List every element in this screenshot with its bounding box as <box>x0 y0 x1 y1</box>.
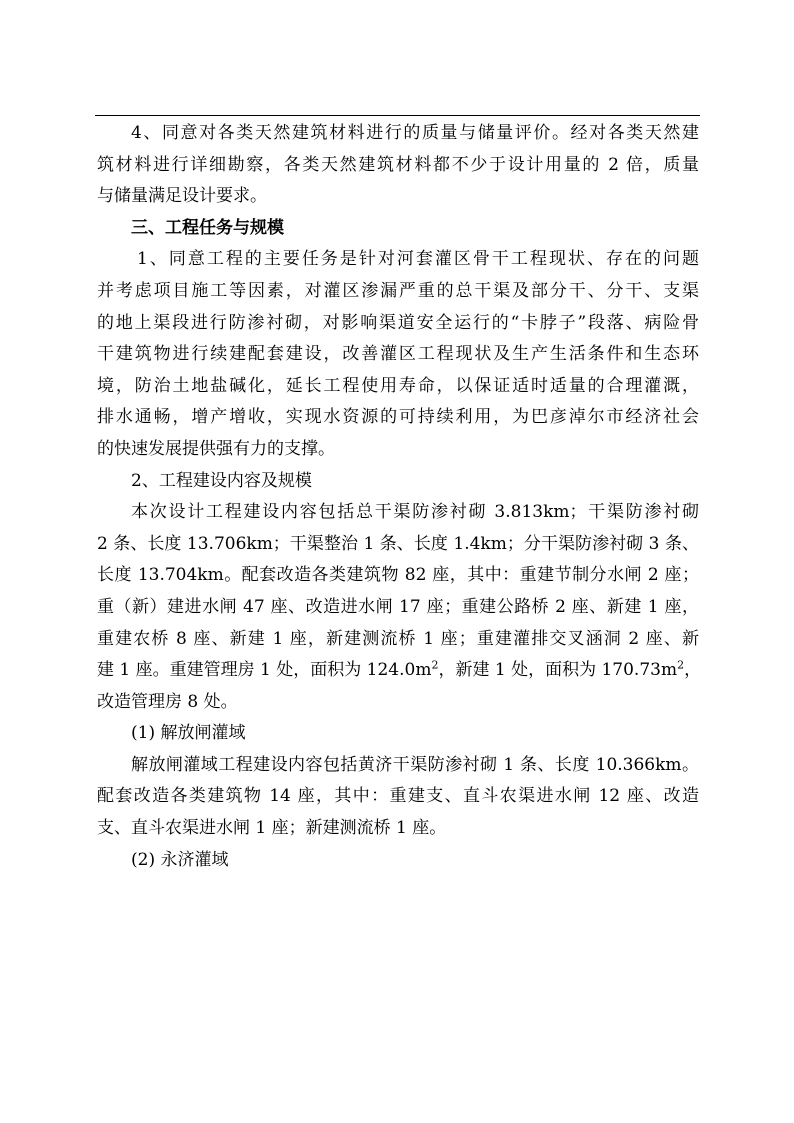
text-line: 支、直斗农渠进水闸 1 座；新建测流桥 1 座。 <box>97 818 447 839</box>
document-body <box>97 118 702 876</box>
text-line: 重建农桥 8 座、新建 1 座，新建测流桥 1 座；重建灌排交叉涵洞 2 座、新 <box>97 628 699 649</box>
header-rule <box>95 115 700 116</box>
text-line: 筑材料进行详细勘察，各类天然建筑材料都不少于设计用量的 2 倍，质量 <box>97 154 699 175</box>
text-line: 4、同意对各类天然建筑材料进行的质量与储量评价。经对各类天然建 <box>131 123 699 143</box>
text-line: 重（新）建进水闸 47 座、改造进水闸 17 座；重建公路桥 2 座、新建 1 座， <box>97 596 699 617</box>
text-line: 并考虑项目施工等因素，对灌区渗漏严重的总干渠及部分干、分干、支渠 <box>97 280 699 301</box>
text-line: 长度 13.704km。配套改造各类建筑物 82 座，其中：重建节制分水闸 2 座； <box>97 565 699 586</box>
text-segment: ，新建 1 处，面积为 170.73m <box>438 660 678 681</box>
text-line: 改造管理房 8 处。 <box>97 691 238 712</box>
text-line: 的快速发展提供强有力的支撑。 <box>97 438 335 459</box>
paragraph-construction-scope <box>97 497 702 718</box>
superscript: 2 <box>431 658 439 672</box>
text-line: 干建筑物进行续建配套建设，改善灌区工程现状及生产生活条件和生态环 <box>97 344 699 365</box>
text-line: 本次设计工程建设内容包括总干渠防渗衬砌 3.813km；干渠防渗衬砌 <box>131 502 699 523</box>
superscript: 2 <box>677 658 685 672</box>
text-line: 2 条、长度 13.706km；干渠整治 1 条、长度 1.4km；分干渠防渗衬砌 3 条、 <box>97 533 699 554</box>
text-line: 境，防治土地盐碱化，延长工程使用寿命，以保证适时适量的合理灌溉， <box>97 375 699 396</box>
text-line: 解放闸灌域工程建设内容包括黄济干渠防渗衬砌 1 条、长度 10.366km。 <box>131 754 699 775</box>
subsection-heading: (1) 解放闸灌域 <box>131 723 246 744</box>
text-line: 与储量满足设计要求。 <box>97 186 267 207</box>
text-line: 配套改造各类建筑物 14 座，其中：重建支、直斗农渠进水闸 12 座、改造 <box>97 786 699 807</box>
paragraph-materials <box>97 118 699 213</box>
paragraph-main-tasks <box>97 244 699 465</box>
text-line: 1、同意工程的主要任务是针对河套灌区骨干工程现状、存在的问题 <box>137 249 699 270</box>
paragraph-jiefangzha <box>97 750 699 845</box>
text-line <box>97 655 702 687</box>
section-heading: 三、工程任务与规模 <box>131 217 284 238</box>
subsection-heading: (2) 永济灌域 <box>131 849 229 870</box>
text-segment: 建 1 座。重建管理房 1 处，面积为 124.0m <box>97 660 432 681</box>
text-line: 的地上渠段进行防渗衬砌，对影响渠道安全运行的“卡脖子”段落、病险骨 <box>97 312 699 333</box>
subsection-heading: 2、工程建设内容及规模 <box>131 470 312 491</box>
text-segment: ， <box>684 660 702 681</box>
text-line: 排水通畅，增产增收，实现水资源的可持续利用，为巴彦淖尔市经济社会 <box>97 407 699 428</box>
